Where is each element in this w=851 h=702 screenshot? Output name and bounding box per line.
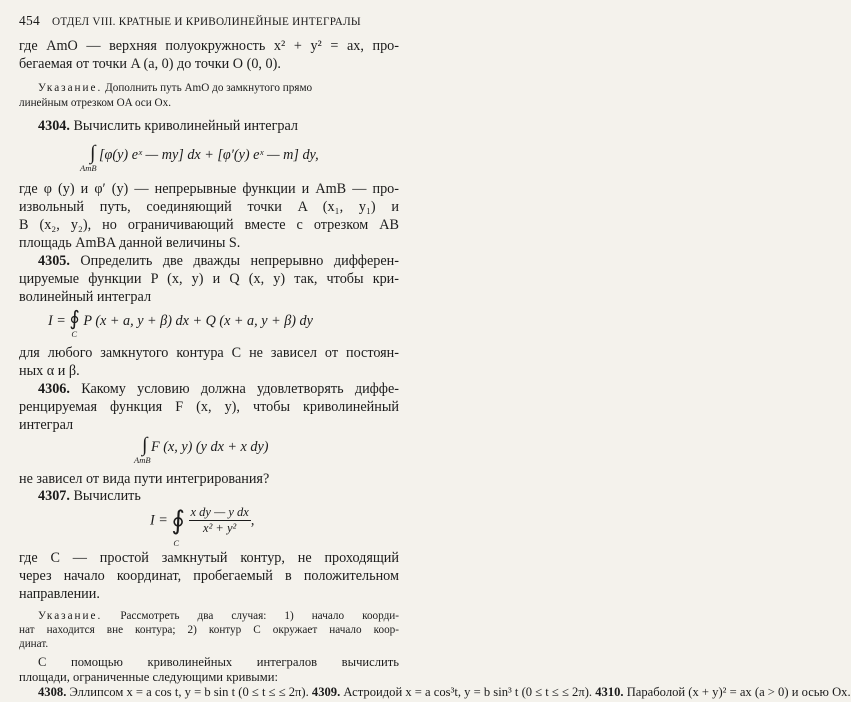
exercise-number: 4310. xyxy=(595,685,624,699)
integral-sign: ∫ AmB xyxy=(80,142,97,173)
integrand: [φ(y) eˣ — my] dx + [φ′(y) eˣ — m] dy, xyxy=(99,147,319,163)
problem-number: 4306. xyxy=(38,381,70,397)
formula-end: , xyxy=(250,512,255,529)
hint-text: Дополнить путь AmO до замкнутого прямо xyxy=(105,82,313,94)
exercise-number: 4309. xyxy=(311,685,341,699)
formula-lhs: I = xyxy=(48,313,66,329)
fraction-denominator: x² + y² xyxy=(203,521,237,535)
problem-4307-hint xyxy=(38,609,399,623)
problem-4307-heading xyxy=(38,487,399,505)
problem-number: 4304. xyxy=(38,118,70,134)
problem-4304-line: где φ (y) и φ′ (y) — непрерывные функции и AmB — про- xyxy=(19,181,399,197)
formula-4305 xyxy=(48,308,398,339)
running-header xyxy=(19,12,399,31)
exercise-text-cont: ≤ 2π). xyxy=(278,685,309,699)
exercise-text: Эллипсом x = a cos t, y = b sin t (0 ≤ t ≤ xyxy=(69,685,276,699)
integral-limit: C xyxy=(173,537,180,548)
contour-integral-sign: ∮ C xyxy=(69,308,80,339)
problem-4305-line: ных α и β. xyxy=(19,363,80,379)
page-number: 454 xyxy=(19,13,40,28)
hint-text: Рассмотреть два случая: 1) начало коорди- xyxy=(120,610,399,622)
problem-4306-line: не зависел от вида пути интегрирования? xyxy=(19,471,270,487)
integral-sign: ∫ AmB xyxy=(134,434,151,465)
problem-4304-line: B (x₂, y₂), но ограничивающий вместе с отрезком AB xyxy=(19,217,399,233)
formula-4306 xyxy=(134,434,392,465)
problem-4304-line: площадь AmBA данной величины S. xyxy=(19,235,241,251)
problem-4305-line: волинейный интеграл xyxy=(19,289,152,305)
intro-hint xyxy=(38,81,399,95)
exercise-4308-row xyxy=(38,685,851,700)
problem-4307-line: направлении. xyxy=(19,586,100,602)
integral-limit: AmB xyxy=(80,163,97,173)
problem-4305-line: цируемые функции P (x, y) и Q (x, y) так, чтобы кри- xyxy=(19,271,399,287)
formula-lhs: I = xyxy=(150,512,168,529)
problem-4306-line: интеграл xyxy=(19,417,74,433)
problem-4307-line: где C — простой замкнутый контур, не проходящий xyxy=(19,550,399,566)
problem-4305-line: для любого замкнутого контура C не зависел от постоян- xyxy=(19,345,399,361)
intro-hint-line-2: линейным отрезком OA оси Ox. xyxy=(19,97,172,109)
formula-4307 xyxy=(150,505,390,548)
formula-4304 xyxy=(80,142,410,173)
exercise-text: Астроидой x = a cos³t, y = b sin³ t (0 ≤ t ≤ xyxy=(343,685,559,699)
problem-text: Вычислить криволинейный интеграл xyxy=(73,118,298,134)
integrand: F (x, y) (y dx + x dy) xyxy=(151,439,269,455)
exercise-number: 4308. xyxy=(38,685,67,699)
running-title: ОТДЕЛ VIII. КРАТНЫЕ И КРИВОЛИНЕЙНЫЕ ИНТЕГРАЛЫ xyxy=(52,16,361,28)
fraction-numerator: x dy — y dx xyxy=(190,505,249,519)
intro-line-2: бегаемая от точки A (a, 0) до точки O (0, 0). xyxy=(19,56,281,72)
problem-4307-hint-line: динат. xyxy=(19,638,49,650)
hint-label: Указание. xyxy=(38,610,103,622)
intro-line-1: где AmO — верхняя полуокружность x² + y² = ax, про- xyxy=(19,38,399,54)
problem-number: 4307. xyxy=(38,488,70,504)
problem-text: Какому условию должна удовлетворять диффе- xyxy=(81,381,400,397)
problem-4305-heading xyxy=(38,252,399,270)
problem-4306-heading xyxy=(38,380,399,398)
problem-4307-line: через начало координат, пробегаемый в положительном xyxy=(19,568,399,584)
exercise-text-cont: ≤ 2π). xyxy=(561,685,593,699)
problem-4304-line: извольный путь, соединяющий точки A (x₁, y₁) и xyxy=(19,199,399,215)
section-intro-line-2: площади, ограниченные следующими кривыми: xyxy=(19,670,278,684)
section-intro-line-1: С помощью криволинейных интегралов вычислить xyxy=(38,655,399,669)
problem-text: Определить две дважды непрерывно дифферен- xyxy=(80,253,399,269)
fraction xyxy=(189,505,251,536)
exercise-text: Параболой (x + y)² = ax (a > 0) и осью Ox. xyxy=(626,685,851,699)
integral-limit: C xyxy=(71,329,78,339)
problem-4307-hint-line: нат находится вне контура; 2) контур C окружает начало коор- xyxy=(19,624,399,636)
integral-limit: AmB xyxy=(134,455,151,465)
problem-text: Вычислить xyxy=(73,488,141,504)
problem-4306-line: ренцируемая функция F (x, y), чтобы криволинейный xyxy=(19,399,399,415)
integrand: P (x + a, y + β) dx + Q (x + a, y + β) dy xyxy=(83,313,313,329)
hint-label: Указание. xyxy=(38,82,103,94)
contour-integral-sign: ∮ C xyxy=(171,505,185,548)
problem-number: 4305. xyxy=(38,253,70,269)
problem-4304-heading xyxy=(38,117,399,135)
